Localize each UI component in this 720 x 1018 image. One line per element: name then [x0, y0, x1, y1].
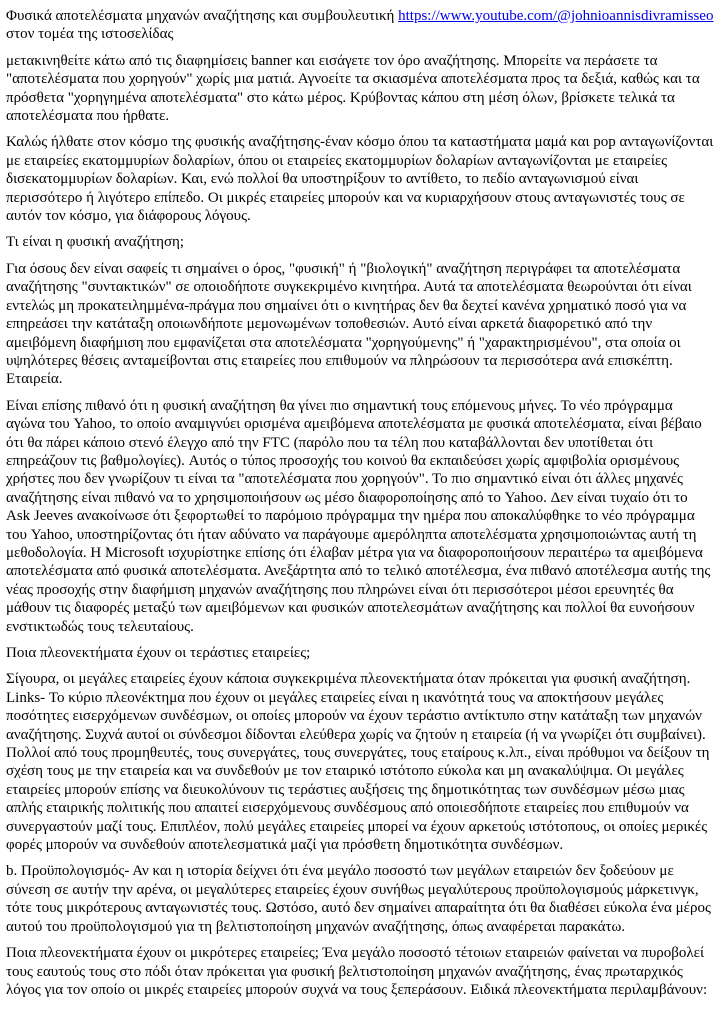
intro-text-before-link: Φυσικά αποτελέσματα μηχανών αναζήτησης και συμβουλευτική — [6, 8, 399, 24]
paragraph-welcome-natural-search: Καλώς ήλθατε στον κόσμο της φυσικής αναζήτησης-έναν κόσμο όπου τα καταστήματα μαμά και pop ανταγωνίζονται με εταιρείες εκατομμυρίων δολαρίων, όπου οι εταιρείες εκατομμυρίων δολαρίων ανταγωνίζονται με εταιρείες δισεκατομμυρίων δολαρίων. Και, ενώ πολλοί θα υποστηρίξουν το αντίθετο, το πεδίο ανταγωνισμού είναι περισσότερο ή λιγότερο επίπεδο. Οι μικρές εταιρείες μπορούν και να κυριαρχήσουν στους ανταγωνιστές τους σε αυτόν τον κόσμο, για διάφορους λόγους. — [6, 134, 714, 225]
paragraph-future-importance: Είναι επίσης πιθανό ότι η φυσική αναζήτηση θα γίνει πιο σημαντική τους επόμενους μήνες. Το νέο πρόγραμμα αγώνα του Yahoo, το οποίο αναμιγνύει ορισμένα αμειβόμενα αποτελέσματα με φυσικά αποτελέσματα, είναι βέβαιο ότι θα πάρει κάποιο στενό έλεγχο από την FTC (παρόλο που τα τέλη που καταβάλλονται δεν υποτίθεται ότι επηρεάζουν τις βαθμολογίες). Αυτός ο τύπος προσοχής του κοινού θα εκπαιδεύσει χωρίς αμφιβολία ορισμένους χρήστες που δεν γνωρίζουν τι είναι τα "αποτελέσματα που χορηγούν". Το πιο σημαντικό είναι ότι άλλες μηχανές αναζήτησης είναι πιθανό να το χρησιμοποιήσουν ως μέσο διαφοροποίησης από το Yahoo. Δεν είναι τυχαίο ότι το Ask Jeeves ανακοίνωσε ότι ξεφορτωθεί το παρόμοιο πρόγραμμα την ημέρα που αποκαλύφθηκε το νέο πρόγραμμα του Yahoo, υποστηρίζοντας ότι ήταν αδύνατο να παράγουμε αμερόληπτα αποτελέσματα χρησιμοποιώντας αυτή τη μεθοδολογία. Η Microsoft ισχυρίστηκε επίσης ότι έλαβαν μέτρα για να διαφοροποιήσουν περαιτέρω τα αμειβόμενα αποτελέσματα από φυσικά αποτελέσματα. Ανεξάρτητα από το τελικό αποτέλεσμα, ένα πιθανό αποτέλεσμα αυτής της νέας προσοχής στην διαφήμιση μηχανών αναζήτησης που πληρώνει είναι ότι περισσότεροι μέσοι ερευνητές θα μάθουν τις διαφορές μεταξύ των αμειβόμενων και φυσικών αποτελεσμάτων αναζήτησης και πολλοί θα ευνοήσουν ενστικτωδώς τους τελευταίους. — [6, 397, 711, 635]
heading-what-is-natural-search: Τι είναι η φυσική αναζήτηση; — [6, 234, 185, 251]
paragraph-budget-advantage: b. Προϋπολογισμός- Αν και η ιστορία δείχνει ότι ένα μεγάλο ποσοστό των μεγάλων εταιρειών δεν ξοδεύουν με σύνεση σε αυτήν την αρένα, οι μεγαλύτερες εταιρείες έχουν συνήθως μεγαλύτερους προϋπολογισμούς μάρκετινγκ, τότε τους μικρότερους ανταγωνιστές τους. Ωστόσο, αυτό δεν σημαίνει απαραίτητα ότι θα διαθέσει εύκολα ένα μέρος αυτού του προϋπολογισμού για τη βελτιστοποίηση μηχανών αναζήτησης, όπως αναφέρεται παρακάτω. — [6, 863, 711, 935]
youtube-channel-link[interactable]: https://www.youtube.com/@johnioannisdivramisseo — [398, 8, 714, 24]
heading-large-company-advantages: Ποια πλεονεκτήματα έχουν οι τεράστιες εταιρείες; — [6, 645, 311, 661]
intro-text-after-link: στον τομέα της ιστοσελίδας — [6, 26, 174, 43]
intro-line — [6, 7, 714, 44]
paragraph-natural-search-definition: Για όσους δεν είναι σαφείς τι σημαίνει ο όρος, "φυσική" ή "βιολογική" αναζήτηση περιγράφει τα αποτελέσματα αναζήτησης "συντακτικών" σε οποιοδήποτε συγκεκριμένο κινητήρα. Αυτά τα αποτελέσματα θεωρούνται ότι είναι εντελώς μη προκατειλημμένα-πράγμα που σημαίνει ότι ο κινητήρας δεν θα δεχτεί κανένα χρηματικό ποσό για να επηρεάσει την κατάταξη οποιωνδήποτε μεμονωμένων τοποθεσιών. Αυτό είναι αρκετά διαφορετικό από την αμειβόμενη διαφήμιση που εμφανίζεται στα αποτελέσματα "χορηγούμενης" ή "χαρακτηρισμένου", στα οποία οι υψηλότερες θέσεις ανταμείβονται στις εταιρείες που επιθυμούν να πληρώσουν τα περισσότερα ανά επισκέπτη. Εταιρεία. — [6, 260, 692, 388]
paragraph-scroll-instructions: μετακινηθείτε κάτω από τις διαφημίσεις banner και εισάγετε τον όρο αναζήτησης. Μπορείτε να περάσετε τα "αποτελέσματα που χορηγούν" χωρίς μια ματιά. Αγνοείτε τα σκιασμένα αποτελέσματα προς τα δεξιά, καθώς και τα πρόσθετα "χορηγημένα αποτελέσματα" στο κάτω μέρος. Κρύβοντας κάπου στη μέση όλων, βρίσκετε τελικά τα αποτελέσματα που ήρθατε. — [6, 52, 700, 125]
paragraph-links-advantage: Σίγουρα, οι μεγάλες εταιρείες έχουν κάποια συγκεκριμένα πλεονεκτήματα όταν πρόκειται για φυσική αναζήτηση. Links- Το κύριο πλεονέκτημα που έχουν οι μεγάλες εταιρείες είναι η ικανότητά τους να αποκτήσουν μεγάλες ποσότητες εισερχόμενων συνδέσμων, οι οποίες μπορούν να έχουν τεράστιο αντίκτυπο στην κατάταξη των μηχανών αναζήτησης. Συχνά αυτοί οι σύνδεσμοι δίδονται ελεύθερα χωρίς να ζητούν η εταιρεία (ή να γνωρίζει ότι συμβαίνει). Πολλοί από τους προμηθευτές, τους συνεργάτες, τους συνεργάτες, τους εταίρους κ.λπ., είναι πρόθυμοι να δείξουν τη σχέση τους με την εταιρεία και να συνδεθούν με τον εταιρικό ιστότοπο εύκολα και μη ανακαλύψιμα. Οι μεγάλες εταιρείες μπορούν επίσης να διευκολύνουν τις τεράστιες αυξήσεις της δημοτικότητας των συνδέσμων μέσω μιας απλής εταιρικής πολιτικής που απαιτεί εισερχόμενους συνδέσμους από οποιεσδήποτε εταιρείες που επιθυμούν να συνεργαστούν μαζί τους. Επιπλέον, πολύ μεγάλες εταιρείες μπορεί να έχουν αρκετούς ιστότοπους, οι οποίες μερικές φορές μπορούν να συνδεθούν αποτελεσματικά μαζί για πρόσθετη δημοτικότητα συνδέσμων. — [6, 671, 710, 854]
paragraph-small-company-advantages: Ποια πλεονεκτήματα έχουν οι μικρότερες εταιρείες; Ένα μεγάλο ποσοστό τέτοιων εταιρειών φαίνεται να πυροβολεί τους εαυτούς τους στο πόδι όταν πρόκειται για φυσική βελτιστοποίηση μηχανών αναζήτησης, ένας πρωταρχικός λόγος για τον οποίο οι μικρές εταιρείες μπορούν συχνά να τους ξεπεράσουν. Ειδικά πλεονεκτήματα περιλαμβάνουν: — [6, 945, 708, 998]
